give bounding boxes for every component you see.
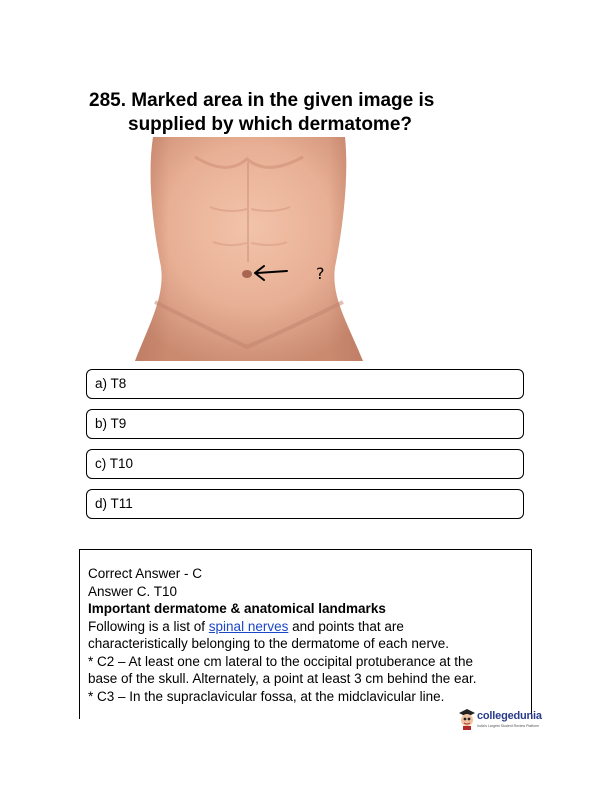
answer-line: Answer C. T10: [88, 583, 178, 599]
option-c-label: c) T10: [95, 456, 134, 471]
paragraph-text-before: Following is a list of: [88, 618, 209, 634]
mascot-icon: [458, 708, 476, 730]
correct-answer: Correct Answer - C: [88, 566, 203, 581]
answer-explanation: [88, 565, 528, 705]
abdomen-image: [135, 137, 363, 361]
paragraph-line-2: characteristically belonging to the dermatome of each nerve.: [88, 636, 449, 651]
logo-name: collegedunia: [477, 710, 542, 722]
spinal-nerves-link[interactable]: spinal nerves: [208, 618, 289, 634]
collegedunia-logo: [458, 706, 558, 738]
question-line-1-text: Marked area in the given image is: [131, 90, 435, 111]
option-b[interactable]: [86, 409, 524, 439]
question-text: [89, 89, 529, 137]
option-c[interactable]: [86, 449, 524, 479]
option-b-label: b) T9: [95, 416, 127, 431]
paragraph-line-1: [88, 618, 528, 636]
c2-line-2: base of the skull. Alternately, a point at least 3 cm behind the ear.: [88, 671, 477, 686]
c2-line-1: * C2 – At least one cm lateral to the occipital protuberance at the: [88, 653, 473, 669]
c3-line: * C3 – In the supraclavicular fossa, at the midclavicular line.: [88, 688, 445, 704]
option-d-label: d) T11: [95, 496, 133, 511]
question-line-1: [89, 89, 529, 113]
question-line-2: supplied by which dermatome?: [128, 114, 412, 135]
paragraph-text-after: and points that are: [288, 618, 404, 634]
section-heading: Important dermatome & anatomical landmarks: [88, 601, 386, 616]
logo-tagline: India's Largest Student Review Platform: [477, 724, 540, 728]
option-a-label: a) T8: [95, 376, 127, 391]
option-d[interactable]: [86, 489, 524, 519]
option-a[interactable]: [86, 369, 524, 399]
question-mark-annotation: ?: [316, 264, 325, 283]
question-number: 285.: [89, 90, 126, 111]
